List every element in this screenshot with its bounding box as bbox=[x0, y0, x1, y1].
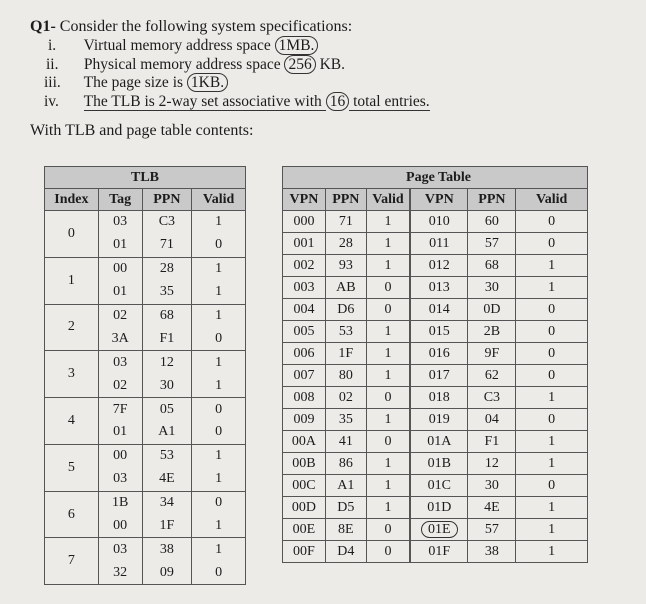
pt-ppn-cell: 62 bbox=[468, 365, 516, 387]
pt-valid-cell: 1 bbox=[366, 255, 410, 277]
pt-valid-cell: 1 bbox=[516, 519, 588, 541]
tlb-index-cell: 2 bbox=[45, 304, 99, 351]
question-title bbox=[30, 18, 352, 36]
spec-suffix: KB. bbox=[315, 56, 346, 73]
spec-value: 16 bbox=[326, 92, 350, 111]
pt-ppn-cell: 57 bbox=[468, 519, 516, 541]
tlb-tag-cell: 00 bbox=[98, 257, 142, 280]
pt-ppn-cell: 38 bbox=[468, 541, 516, 563]
spec-text: Physical memory address space bbox=[83, 56, 285, 73]
tlb-table bbox=[44, 166, 246, 585]
pt-valid-cell: 1 bbox=[366, 211, 410, 233]
pt-valid-cell: 1 bbox=[366, 365, 410, 387]
spec-text: Virtual memory address space bbox=[83, 37, 275, 54]
pt-valid-cell: 1 bbox=[366, 233, 410, 255]
page-table-row bbox=[283, 519, 588, 541]
pt-ppn-cell: 12 bbox=[468, 453, 516, 475]
pt-ppn-cell: AB bbox=[325, 277, 366, 299]
pt-ppn-cell: F1 bbox=[468, 431, 516, 453]
pt-vpn-cell: 008 bbox=[283, 387, 326, 409]
tlb-index-cell: 4 bbox=[45, 398, 99, 445]
page-table-row bbox=[283, 277, 588, 299]
tlb-tag-cell: 03 bbox=[98, 351, 142, 374]
tlb-index-cell: 1 bbox=[45, 257, 99, 304]
pt-vpn-cell: 010 bbox=[410, 211, 468, 233]
circled-vpn: 01E bbox=[421, 521, 458, 538]
page-table-row bbox=[283, 453, 588, 475]
page-table-row bbox=[283, 475, 588, 497]
tlb-ppn-cell: 05 bbox=[142, 398, 192, 421]
tlb-tag-cell: 00 bbox=[98, 515, 142, 538]
pt-vpn-cell: 00A bbox=[283, 431, 326, 453]
tlb-valid-cell: 0 bbox=[192, 561, 246, 584]
pt-vpn-cell: 012 bbox=[410, 255, 468, 277]
tlb-ppn-cell: 34 bbox=[142, 491, 192, 514]
pt-vpn-cell: 01C bbox=[410, 475, 468, 497]
pt-valid-cell: 1 bbox=[366, 475, 410, 497]
pt-ppn-cell: 28 bbox=[325, 233, 366, 255]
tlb-ppn-cell: 35 bbox=[142, 281, 192, 304]
tlb-index-cell: 3 bbox=[45, 351, 99, 398]
tlb-tag-cell: 02 bbox=[98, 374, 142, 397]
pt-valid-cell: 1 bbox=[366, 343, 410, 365]
tlb-tag-cell: 02 bbox=[98, 304, 142, 327]
pt-ppn-cell: 60 bbox=[468, 211, 516, 233]
pt-vpn-cell: 013 bbox=[410, 277, 468, 299]
pt-ppn-cell: D5 bbox=[325, 497, 366, 519]
pt-valid-cell: 1 bbox=[366, 321, 410, 343]
tlb-row bbox=[45, 304, 246, 327]
pt-ppn-cell: 04 bbox=[468, 409, 516, 431]
page-table-row bbox=[283, 343, 588, 365]
tlb-tag-cell: 01 bbox=[98, 234, 142, 257]
tlb-tag-cell: 7F bbox=[98, 398, 142, 421]
spec-item bbox=[34, 37, 318, 55]
pt-valid-cell: 1 bbox=[516, 541, 588, 563]
page-table-row bbox=[283, 365, 588, 387]
tlb-tag-cell: 01 bbox=[98, 281, 142, 304]
tlb-header-tag: Tag bbox=[98, 189, 142, 211]
page-table-row bbox=[283, 255, 588, 277]
pt-ppn-cell: 30 bbox=[468, 277, 516, 299]
tlb-valid-cell: 0 bbox=[192, 327, 246, 350]
pt-vpn-cell: 007 bbox=[283, 365, 326, 387]
tables-intro: With TLB and page table contents: bbox=[30, 122, 254, 139]
pt-vpn-cell: 011 bbox=[410, 233, 468, 255]
tlb-valid-cell: 1 bbox=[192, 444, 246, 467]
page-table bbox=[282, 166, 588, 563]
pt-valid-cell: 1 bbox=[366, 409, 410, 431]
tlb-ppn-cell: 4E bbox=[142, 468, 192, 491]
tlb-ppn-cell: 53 bbox=[142, 444, 192, 467]
pt-header-vpn: VPN bbox=[283, 189, 326, 211]
pt-vpn-cell: 000 bbox=[283, 211, 326, 233]
pt-ppn-cell: 35 bbox=[325, 409, 366, 431]
page-table-row bbox=[283, 497, 588, 519]
pt-ppn-cell: 30 bbox=[468, 475, 516, 497]
page-table-row bbox=[283, 211, 588, 233]
pt-valid-cell: 1 bbox=[516, 497, 588, 519]
page-table-row bbox=[283, 233, 588, 255]
pt-ppn-cell: D4 bbox=[325, 541, 366, 563]
page-table-row bbox=[283, 431, 588, 453]
tlb-valid-cell: 0 bbox=[192, 491, 246, 514]
tlb-tag-cell: 03 bbox=[98, 538, 142, 561]
pt-valid-cell: 0 bbox=[366, 541, 410, 563]
pt-ppn-cell: 41 bbox=[325, 431, 366, 453]
pt-ppn-cell: 68 bbox=[468, 255, 516, 277]
tlb-index-cell: 0 bbox=[45, 211, 99, 258]
pt-valid-cell: 0 bbox=[516, 365, 588, 387]
spec-item bbox=[34, 93, 430, 111]
pt-valid-cell: 0 bbox=[516, 343, 588, 365]
pt-valid-cell: 1 bbox=[516, 431, 588, 453]
pt-ppn-cell: 93 bbox=[325, 255, 366, 277]
tlb-valid-cell: 1 bbox=[192, 211, 246, 234]
tlb-valid-cell: 0 bbox=[192, 234, 246, 257]
pt-vpn-cell: 00E bbox=[283, 519, 326, 541]
pt-vpn-cell: 009 bbox=[283, 409, 326, 431]
tlb-header-index: Index bbox=[45, 189, 99, 211]
pt-ppn-cell: C3 bbox=[468, 387, 516, 409]
tlb-row bbox=[45, 491, 246, 514]
tlb-ppn-cell: 30 bbox=[142, 374, 192, 397]
pt-vpn-cell: 00B bbox=[283, 453, 326, 475]
spec-number: iii. bbox=[44, 74, 61, 91]
tlb-ppn-cell: 28 bbox=[142, 257, 192, 280]
pt-valid-cell: 1 bbox=[516, 255, 588, 277]
tlb-row bbox=[45, 351, 246, 374]
tlb-valid-cell: 1 bbox=[192, 374, 246, 397]
pt-ppn-cell: 71 bbox=[325, 211, 366, 233]
pt-ppn-cell: 9F bbox=[468, 343, 516, 365]
pt-header-valid: Valid bbox=[516, 189, 588, 211]
pt-valid-cell: 1 bbox=[516, 453, 588, 475]
tlb-index-cell: 6 bbox=[45, 491, 99, 538]
pt-valid-cell: 0 bbox=[366, 299, 410, 321]
pt-valid-cell: 0 bbox=[516, 211, 588, 233]
tlb-row bbox=[45, 211, 246, 234]
spec-value: 1MB. bbox=[275, 36, 319, 55]
pt-header-valid: Valid bbox=[366, 189, 410, 211]
tlb-tag-cell: 03 bbox=[98, 468, 142, 491]
pt-valid-cell: 1 bbox=[516, 277, 588, 299]
pt-valid-cell: 0 bbox=[366, 431, 410, 453]
pt-vpn-cell: 002 bbox=[283, 255, 326, 277]
tlb-header-ppn: PPN bbox=[142, 189, 192, 211]
tlb-valid-cell: 1 bbox=[192, 351, 246, 374]
pt-vpn-cell: 015 bbox=[410, 321, 468, 343]
pt-ppn-cell: 0D bbox=[468, 299, 516, 321]
spec-number: i. bbox=[48, 37, 57, 54]
tlb-row bbox=[45, 444, 246, 467]
tlb-valid-cell: 1 bbox=[192, 538, 246, 561]
page-table-row bbox=[283, 299, 588, 321]
pt-vpn-cell: 00D bbox=[283, 497, 326, 519]
tlb-valid-cell: 1 bbox=[192, 257, 246, 280]
pt-header-ppn: PPN bbox=[325, 189, 366, 211]
page-table-row bbox=[283, 387, 588, 409]
spec-text: The TLB is 2-way set associative with bbox=[83, 93, 326, 110]
tlb-ppn-cell: F1 bbox=[142, 327, 192, 350]
pt-valid-cell: 0 bbox=[516, 321, 588, 343]
pt-ppn-cell: 2B bbox=[468, 321, 516, 343]
pt-vpn-cell: 01A bbox=[410, 431, 468, 453]
pt-ppn-cell: 53 bbox=[325, 321, 366, 343]
tlb-ppn-cell: C3 bbox=[142, 211, 192, 234]
pt-vpn-cell: 00F bbox=[283, 541, 326, 563]
pt-ppn-cell: D6 bbox=[325, 299, 366, 321]
pt-ppn-cell: 80 bbox=[325, 365, 366, 387]
page-table-row bbox=[283, 541, 588, 563]
pt-ppn-cell: 86 bbox=[325, 453, 366, 475]
spec-suffix: total entries. bbox=[349, 93, 430, 110]
pt-valid-cell: 1 bbox=[366, 453, 410, 475]
tlb-ppn-cell: 09 bbox=[142, 561, 192, 584]
page-table-row bbox=[283, 321, 588, 343]
pt-vpn-cell: 001 bbox=[283, 233, 326, 255]
pt-ppn-cell: 4E bbox=[468, 497, 516, 519]
spec-value: 256 bbox=[284, 55, 315, 74]
tlb-index-cell: 5 bbox=[45, 444, 99, 491]
tlb-valid-cell: 1 bbox=[192, 281, 246, 304]
question-label: Q1- bbox=[30, 18, 56, 35]
pt-vpn-cell: 017 bbox=[410, 365, 468, 387]
page-table-row bbox=[283, 409, 588, 431]
pt-valid-cell: 0 bbox=[516, 233, 588, 255]
tlb-ppn-cell: 38 bbox=[142, 538, 192, 561]
pt-ppn-cell: A1 bbox=[325, 475, 366, 497]
pt-vpn-cell: 006 bbox=[283, 343, 326, 365]
pt-ppn-cell: 8E bbox=[325, 519, 366, 541]
tlb-ppn-cell: 68 bbox=[142, 304, 192, 327]
spec-number: ii. bbox=[46, 56, 59, 73]
spec-item bbox=[34, 56, 345, 74]
spec-value: 1KB. bbox=[187, 73, 228, 92]
tlb-tag-cell: 00 bbox=[98, 444, 142, 467]
pt-valid-cell: 1 bbox=[366, 497, 410, 519]
pt-vpn-cell: 016 bbox=[410, 343, 468, 365]
pt-vpn-cell bbox=[410, 519, 468, 541]
tlb-tag-cell: 1B bbox=[98, 491, 142, 514]
tlb-row bbox=[45, 257, 246, 280]
tlb-ppn-cell: A1 bbox=[142, 421, 192, 444]
pt-header-vpn: VPN bbox=[410, 189, 468, 211]
pt-vpn-cell: 003 bbox=[283, 277, 326, 299]
pt-vpn-cell: 01D bbox=[410, 497, 468, 519]
tlb-tag-cell: 3A bbox=[98, 327, 142, 350]
spec-number: iv. bbox=[44, 93, 59, 110]
pt-valid-cell: 0 bbox=[366, 277, 410, 299]
page-table-title: Page Table bbox=[283, 167, 588, 189]
pt-valid-cell: 0 bbox=[516, 409, 588, 431]
pt-vpn-cell: 00C bbox=[283, 475, 326, 497]
tlb-index-cell: 7 bbox=[45, 538, 99, 585]
pt-vpn-cell: 004 bbox=[283, 299, 326, 321]
tlb-tag-cell: 32 bbox=[98, 561, 142, 584]
tlb-valid-cell: 1 bbox=[192, 304, 246, 327]
pt-header-ppn: PPN bbox=[468, 189, 516, 211]
pt-ppn-cell: 02 bbox=[325, 387, 366, 409]
pt-valid-cell: 0 bbox=[516, 299, 588, 321]
tlb-tag-cell: 03 bbox=[98, 211, 142, 234]
tlb-row bbox=[45, 538, 246, 561]
tlb-valid-cell: 0 bbox=[192, 421, 246, 444]
spec-text: The page size is bbox=[83, 74, 187, 91]
tlb-tag-cell: 01 bbox=[98, 421, 142, 444]
pt-vpn-cell: 01F bbox=[410, 541, 468, 563]
pt-valid-cell: 0 bbox=[366, 519, 410, 541]
tlb-ppn-cell: 1F bbox=[142, 515, 192, 538]
tlb-valid-cell: 1 bbox=[192, 515, 246, 538]
tlb-row bbox=[45, 398, 246, 421]
tlb-header-valid: Valid bbox=[192, 189, 246, 211]
pt-valid-cell: 0 bbox=[366, 387, 410, 409]
question-text: Consider the following system specifications: bbox=[59, 18, 353, 35]
tlb-valid-cell: 0 bbox=[192, 398, 246, 421]
pt-ppn-cell: 1F bbox=[325, 343, 366, 365]
pt-vpn-cell: 005 bbox=[283, 321, 326, 343]
pt-vpn-cell: 018 bbox=[410, 387, 468, 409]
pt-vpn-cell: 014 bbox=[410, 299, 468, 321]
pt-valid-cell: 0 bbox=[516, 475, 588, 497]
tlb-title: TLB bbox=[45, 167, 246, 189]
tlb-valid-cell: 1 bbox=[192, 468, 246, 491]
pt-vpn-cell: 019 bbox=[410, 409, 468, 431]
tlb-ppn-cell: 71 bbox=[142, 234, 192, 257]
pt-valid-cell: 1 bbox=[516, 387, 588, 409]
pt-ppn-cell: 57 bbox=[468, 233, 516, 255]
tlb-ppn-cell: 12 bbox=[142, 351, 192, 374]
pt-vpn-cell: 01B bbox=[410, 453, 468, 475]
spec-item bbox=[34, 74, 228, 92]
